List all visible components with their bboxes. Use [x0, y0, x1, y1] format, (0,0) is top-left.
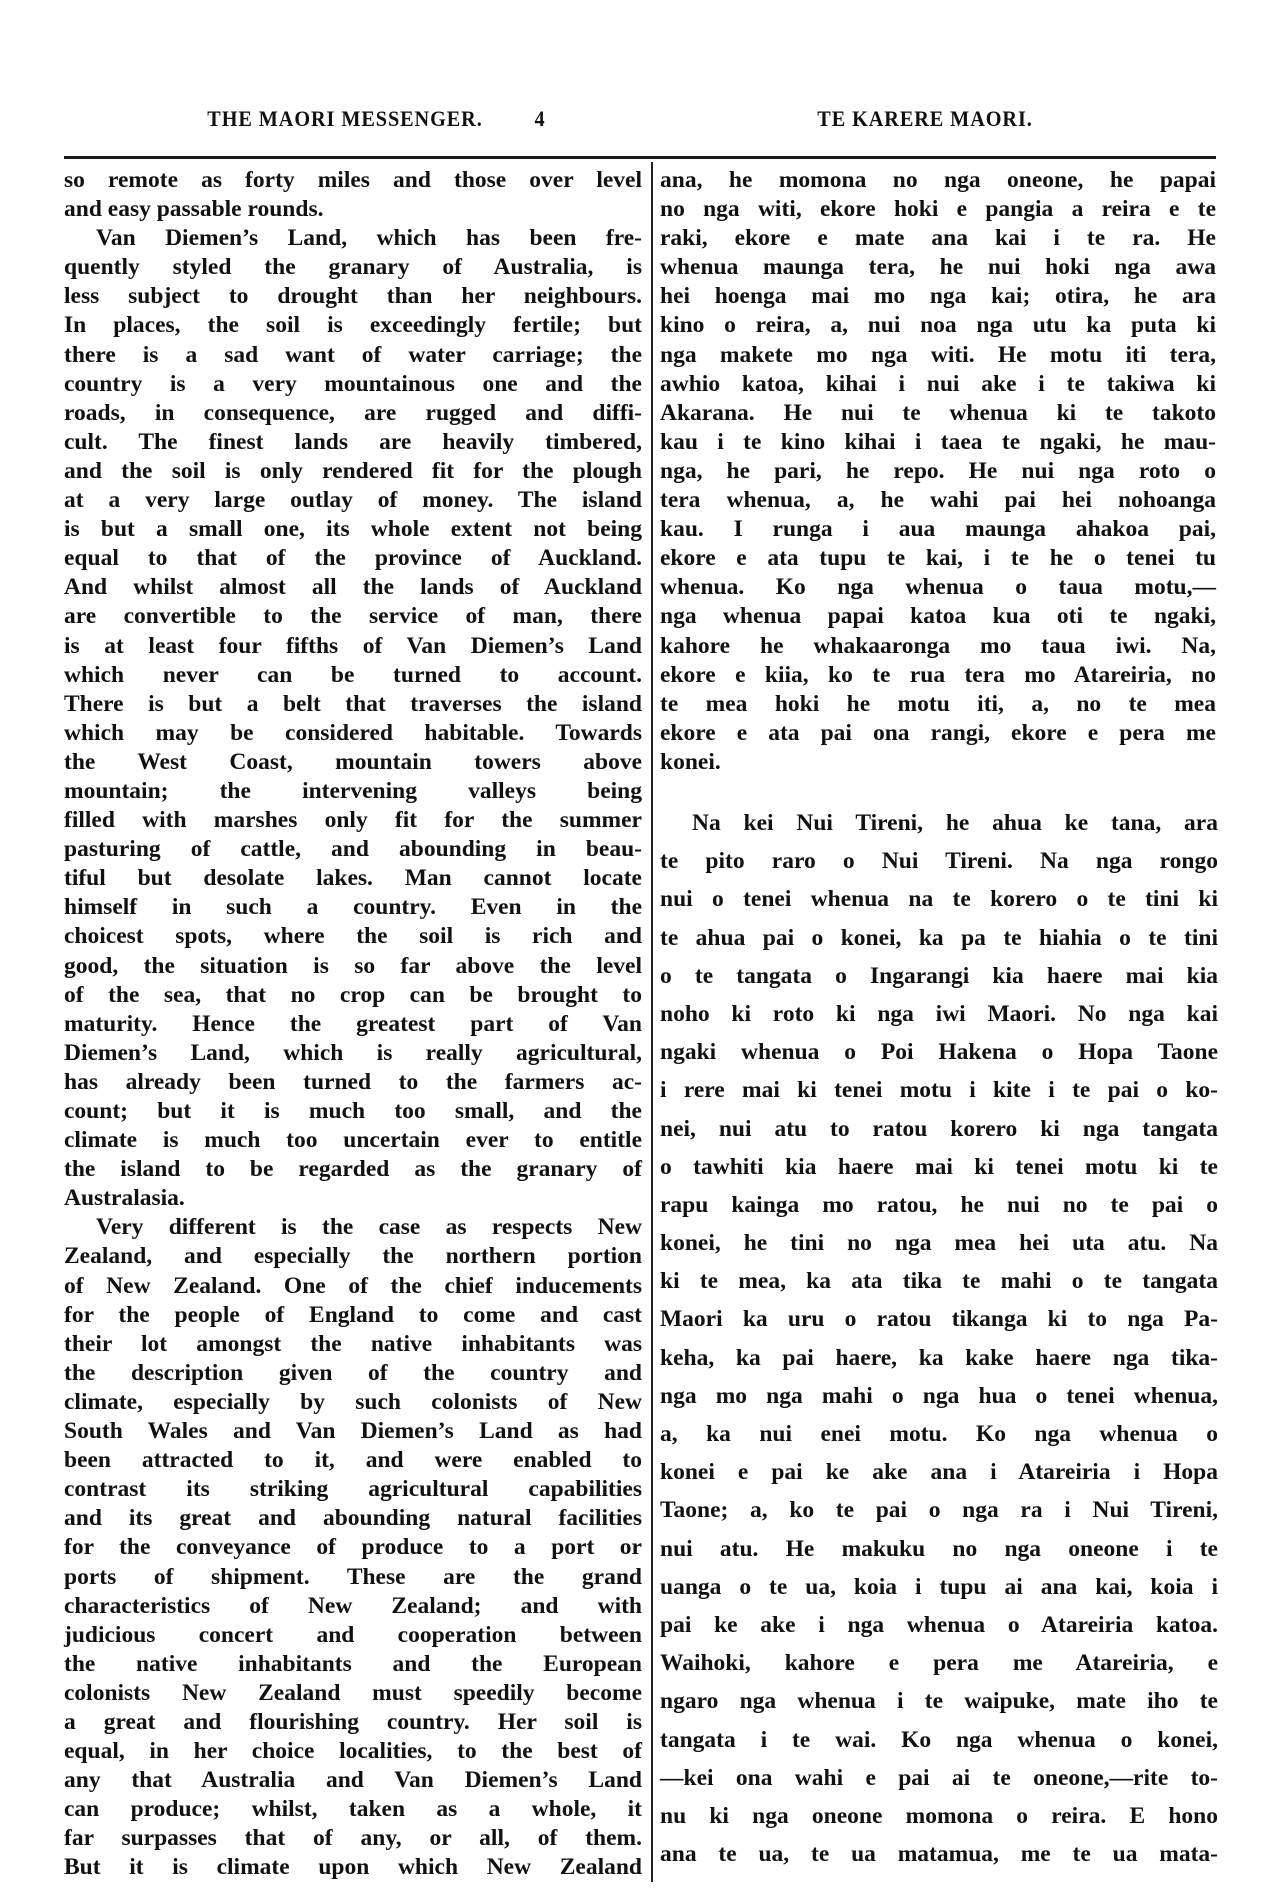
text-line: Akarana. He nui te whenua ki te takoto	[660, 399, 1216, 426]
text-line: keha, ka pai haere, ka kake haere nga tika-	[660, 1344, 1218, 1371]
text-line: count; but it is much too small, and the	[64, 1098, 642, 1124]
text-line: maturity. Hence the greatest part of Van	[64, 1010, 642, 1037]
text-line: colonists New Zealand must speedily become	[64, 1679, 642, 1706]
text-line: no nga witi, ekore hoki e pangia a reira e te	[660, 196, 1216, 223]
text-line: equal to that of the province of Auckland.	[64, 545, 642, 572]
text-line: at a very large outlay of money. The island	[64, 487, 642, 514]
text-line: konei e pai ke ake ana i Atareiria i Hopa	[660, 1459, 1218, 1486]
text-line: nga whenua papai katoa kua oti te ngaki,	[660, 603, 1216, 630]
text-line: their lot amongst the native inhabitants was	[64, 1330, 642, 1357]
text-line: ekore e kiia, ko te rua tera mo Atareiria, no	[660, 661, 1216, 688]
text-line: is at least four fifths of Van Diemen’s Land	[64, 632, 642, 659]
text-line: nei, nui atu to ratou korero ki nga tangata	[660, 1115, 1218, 1142]
text-line: o te tangata o Ingarangi kia haere mai kia	[660, 962, 1218, 989]
text-line: climate is much too uncertain ever to entitle	[64, 1127, 642, 1154]
text-line: Very different is the case as respects New	[96, 1214, 642, 1241]
text-line: which may be considered habitable. Towards	[64, 719, 642, 746]
text-line: is but a small one, its whole extent not being	[64, 516, 642, 543]
text-line: nga mo nga mahi o nga hua o tenei whenua,	[660, 1382, 1218, 1409]
text-line: noho ki roto ki nga iwi Maori. No nga kai	[660, 1000, 1218, 1027]
text-line: awhio katoa, kihai i nui ake i te takiwa ki	[660, 370, 1216, 397]
text-line: and its great and abounding natural facilities	[64, 1505, 642, 1532]
text-line: ngaro nga whenua i te waipuke, mate iho te	[660, 1688, 1218, 1715]
text-line: of New Zealand. One of the chief inducements	[64, 1272, 642, 1299]
text-line: ana te ua, te ua matamua, me te ua mata-	[660, 1841, 1218, 1868]
text-line: Diemen’s Land, which is really agricultural,	[64, 1039, 642, 1066]
english-column	[64, 166, 642, 1883]
text-line: choicest spots, where the soil is rich and	[64, 923, 642, 950]
text-line: pasturing of cattle, and abounding in beau-	[64, 836, 642, 863]
text-line: o tawhiti kia haere mai ki tenei motu ki te	[660, 1153, 1218, 1180]
text-line: konei, he tini no nga mea hei uta atu. Na	[660, 1230, 1218, 1257]
text-line: for the conveyance of produce to a port or	[64, 1534, 642, 1561]
text-line: rapu kainga mo ratou, he nui no te pai o	[660, 1191, 1218, 1218]
text-line: Na kei Nui Tireni, he ahua ke tana, ara	[692, 810, 1218, 836]
text-line: mountain; the intervening valleys being	[64, 777, 642, 804]
text-line: i rere mai ki tenei motu i kite i te pai o ko-	[660, 1077, 1218, 1104]
text-line: filled with marshes only fit for the summer	[64, 807, 642, 834]
text-line: ekore e ata pai ona rangi, ekore e pera me	[660, 719, 1216, 746]
text-line: te pito raro o Nui Tireni. Na nga rongo	[660, 848, 1218, 875]
text-line: ngaki whenua o Poi Hakena o Hopa Taone	[660, 1039, 1218, 1066]
text-line: been attracted to it, and were enabled to	[64, 1447, 642, 1474]
text-line: any that Australia and Van Diemen’s Land	[64, 1767, 642, 1794]
text-line: nui atu. He makuku no nga oneone i te	[660, 1535, 1218, 1562]
text-line: tera whenua, a, he wahi pai hei nohoanga	[660, 487, 1216, 514]
text-line: te mea hoki he motu iti, a, no te mea	[660, 690, 1216, 717]
text-line: In places, the soil is exceedingly fertile; but	[64, 312, 642, 339]
text-line: himself in such a country. Even in the	[64, 894, 642, 921]
text-line: tangata i te wai. Ko nga whenua o konei,	[660, 1726, 1218, 1753]
text-line: And whilst almost all the lands of Auckland	[64, 574, 642, 601]
text-line: ekore e ata tupu te kai, i te he o tenei tu	[660, 545, 1216, 572]
text-line: the West Coast, mountain towers above	[64, 748, 642, 775]
text-line: so remote as forty miles and those over level	[64, 167, 642, 193]
text-line: the island to be regarded as the granary of	[64, 1156, 642, 1183]
text-line: are convertible to the service of man, there	[64, 603, 642, 630]
text-line: there is a sad want of water carriage; the	[64, 341, 642, 368]
text-line: Van Diemen’s Land, which has been fre-	[96, 225, 642, 252]
text-line: contrast its striking agricultural capabilities	[64, 1476, 642, 1503]
text-line: nu ki nga oneone momona o reira. E hono	[660, 1802, 1218, 1829]
text-line: the description given of the country and	[64, 1359, 642, 1386]
text-line: and the soil is only rendered fit for the plough	[64, 457, 642, 484]
text-line: can produce; whilst, taken as a whole, it	[64, 1796, 642, 1823]
text-line: kau i te kino kihai i taea te ngaki, he mau-	[660, 428, 1216, 455]
text-line: South Wales and Van Diemen’s Land as had	[64, 1418, 642, 1445]
text-line: uanga o te ua, koia i tupu ai ana kai, koia i	[660, 1573, 1218, 1600]
text-line: Zealand, and especially the northern portion	[64, 1243, 642, 1270]
text-line: of the sea, that no crop can be brought to	[64, 981, 642, 1008]
text-line: konei.	[660, 748, 721, 775]
text-line: ana, he momona no nga oneone, he papai	[660, 167, 1216, 193]
maori-column-paragraph-2	[660, 804, 1218, 1873]
text-line: has already been turned to the farmers ac-	[64, 1068, 642, 1095]
text-line: ports of shipment. These are the grand	[64, 1563, 642, 1590]
text-line: raki, ekore e mate ana kai i te ra. He	[660, 225, 1216, 252]
text-line: kino o reira, a, nui noa nga utu ka puta ki	[660, 312, 1216, 339]
text-line: country is a very mountainous one and the	[64, 370, 642, 397]
text-line: Australasia.	[64, 1185, 185, 1212]
masthead-maori-title: TE KARERE MAORI.	[817, 106, 1033, 131]
masthead-english-title: THE MAORI MESSENGER.	[207, 106, 483, 131]
text-line: quently styled the granary of Australia, is	[64, 254, 642, 281]
text-line: and easy passable rounds.	[64, 196, 324, 223]
text-line: climate, especially by such colonists of New	[64, 1388, 642, 1415]
text-line: pai ke ake i nga whenua o Atareiria katoa.	[660, 1611, 1218, 1638]
text-line: characteristics of New Zealand; and with	[64, 1592, 642, 1619]
text-line: whenua maunga tera, he nui hoki nga awa	[660, 254, 1216, 281]
text-line: judicious concert and cooperation between	[64, 1621, 642, 1648]
text-line: which never can be turned to account.	[64, 661, 642, 688]
text-line: nga makete mo nga witi. He motu iti tera,	[660, 341, 1216, 368]
text-line: Maori ka uru o ratou tikanga ki to nga Pa-	[660, 1306, 1218, 1333]
text-line: less subject to drought than her neighbours.	[64, 283, 642, 310]
text-line: a, ka nui enei motu. Ko nga whenua o	[660, 1421, 1218, 1447]
text-line: But it is climate upon which New Zealand	[64, 1854, 642, 1881]
text-line: There is but a belt that traverses the island	[64, 690, 642, 717]
text-line: roads, in consequence, are rugged and diffi-	[64, 399, 642, 426]
text-line: for the people of England to come and cast	[64, 1301, 642, 1328]
text-line: —kei ona wahi e pai ai te oneone,—rite to-	[660, 1764, 1218, 1791]
text-line: Waihoki, kahore e pera me Atareiria, e	[660, 1650, 1218, 1677]
text-line: Taone; a, ko te pai o nga ra i Nui Tireni,	[660, 1497, 1218, 1524]
maori-column-paragraph-1	[660, 166, 1216, 777]
text-line: te ahua pai o konei, ka pa te hiahia o te tini	[660, 924, 1218, 951]
text-line: nui o tenei whenua na te korero o te tini ki	[660, 886, 1218, 913]
page-number: 4	[534, 106, 546, 131]
text-line: equal, in her choice localities, to the best of	[64, 1738, 642, 1765]
text-line: nga, he pari, he repo. He nui nga roto o	[660, 457, 1216, 484]
text-line: a great and flourishing country. Her soil is	[64, 1708, 642, 1735]
text-line: cult. The finest lands are heavily timbered,	[64, 428, 642, 455]
text-line: good, the situation is so far above the level	[64, 952, 642, 979]
column-divider	[651, 162, 653, 1882]
text-line: whenua. Ko nga whenua o taua motu,—	[660, 574, 1216, 601]
header-rule	[64, 156, 1216, 159]
text-line: the native inhabitants and the European	[64, 1650, 642, 1677]
text-line: tiful but desolate lakes. Man cannot locate	[64, 865, 642, 892]
text-line: kau. I runga i aua maunga ahakoa pai,	[660, 516, 1216, 543]
text-line: ki te mea, ka ata tika te mahi o te tangata	[660, 1268, 1218, 1295]
text-line: far surpasses that of any, or all, of them.	[64, 1825, 642, 1852]
text-line: hei hoenga mai mo nga kai; otira, he ara	[660, 283, 1216, 310]
text-line: kahore he whakaaronga mo taua iwi. Na,	[660, 632, 1216, 659]
